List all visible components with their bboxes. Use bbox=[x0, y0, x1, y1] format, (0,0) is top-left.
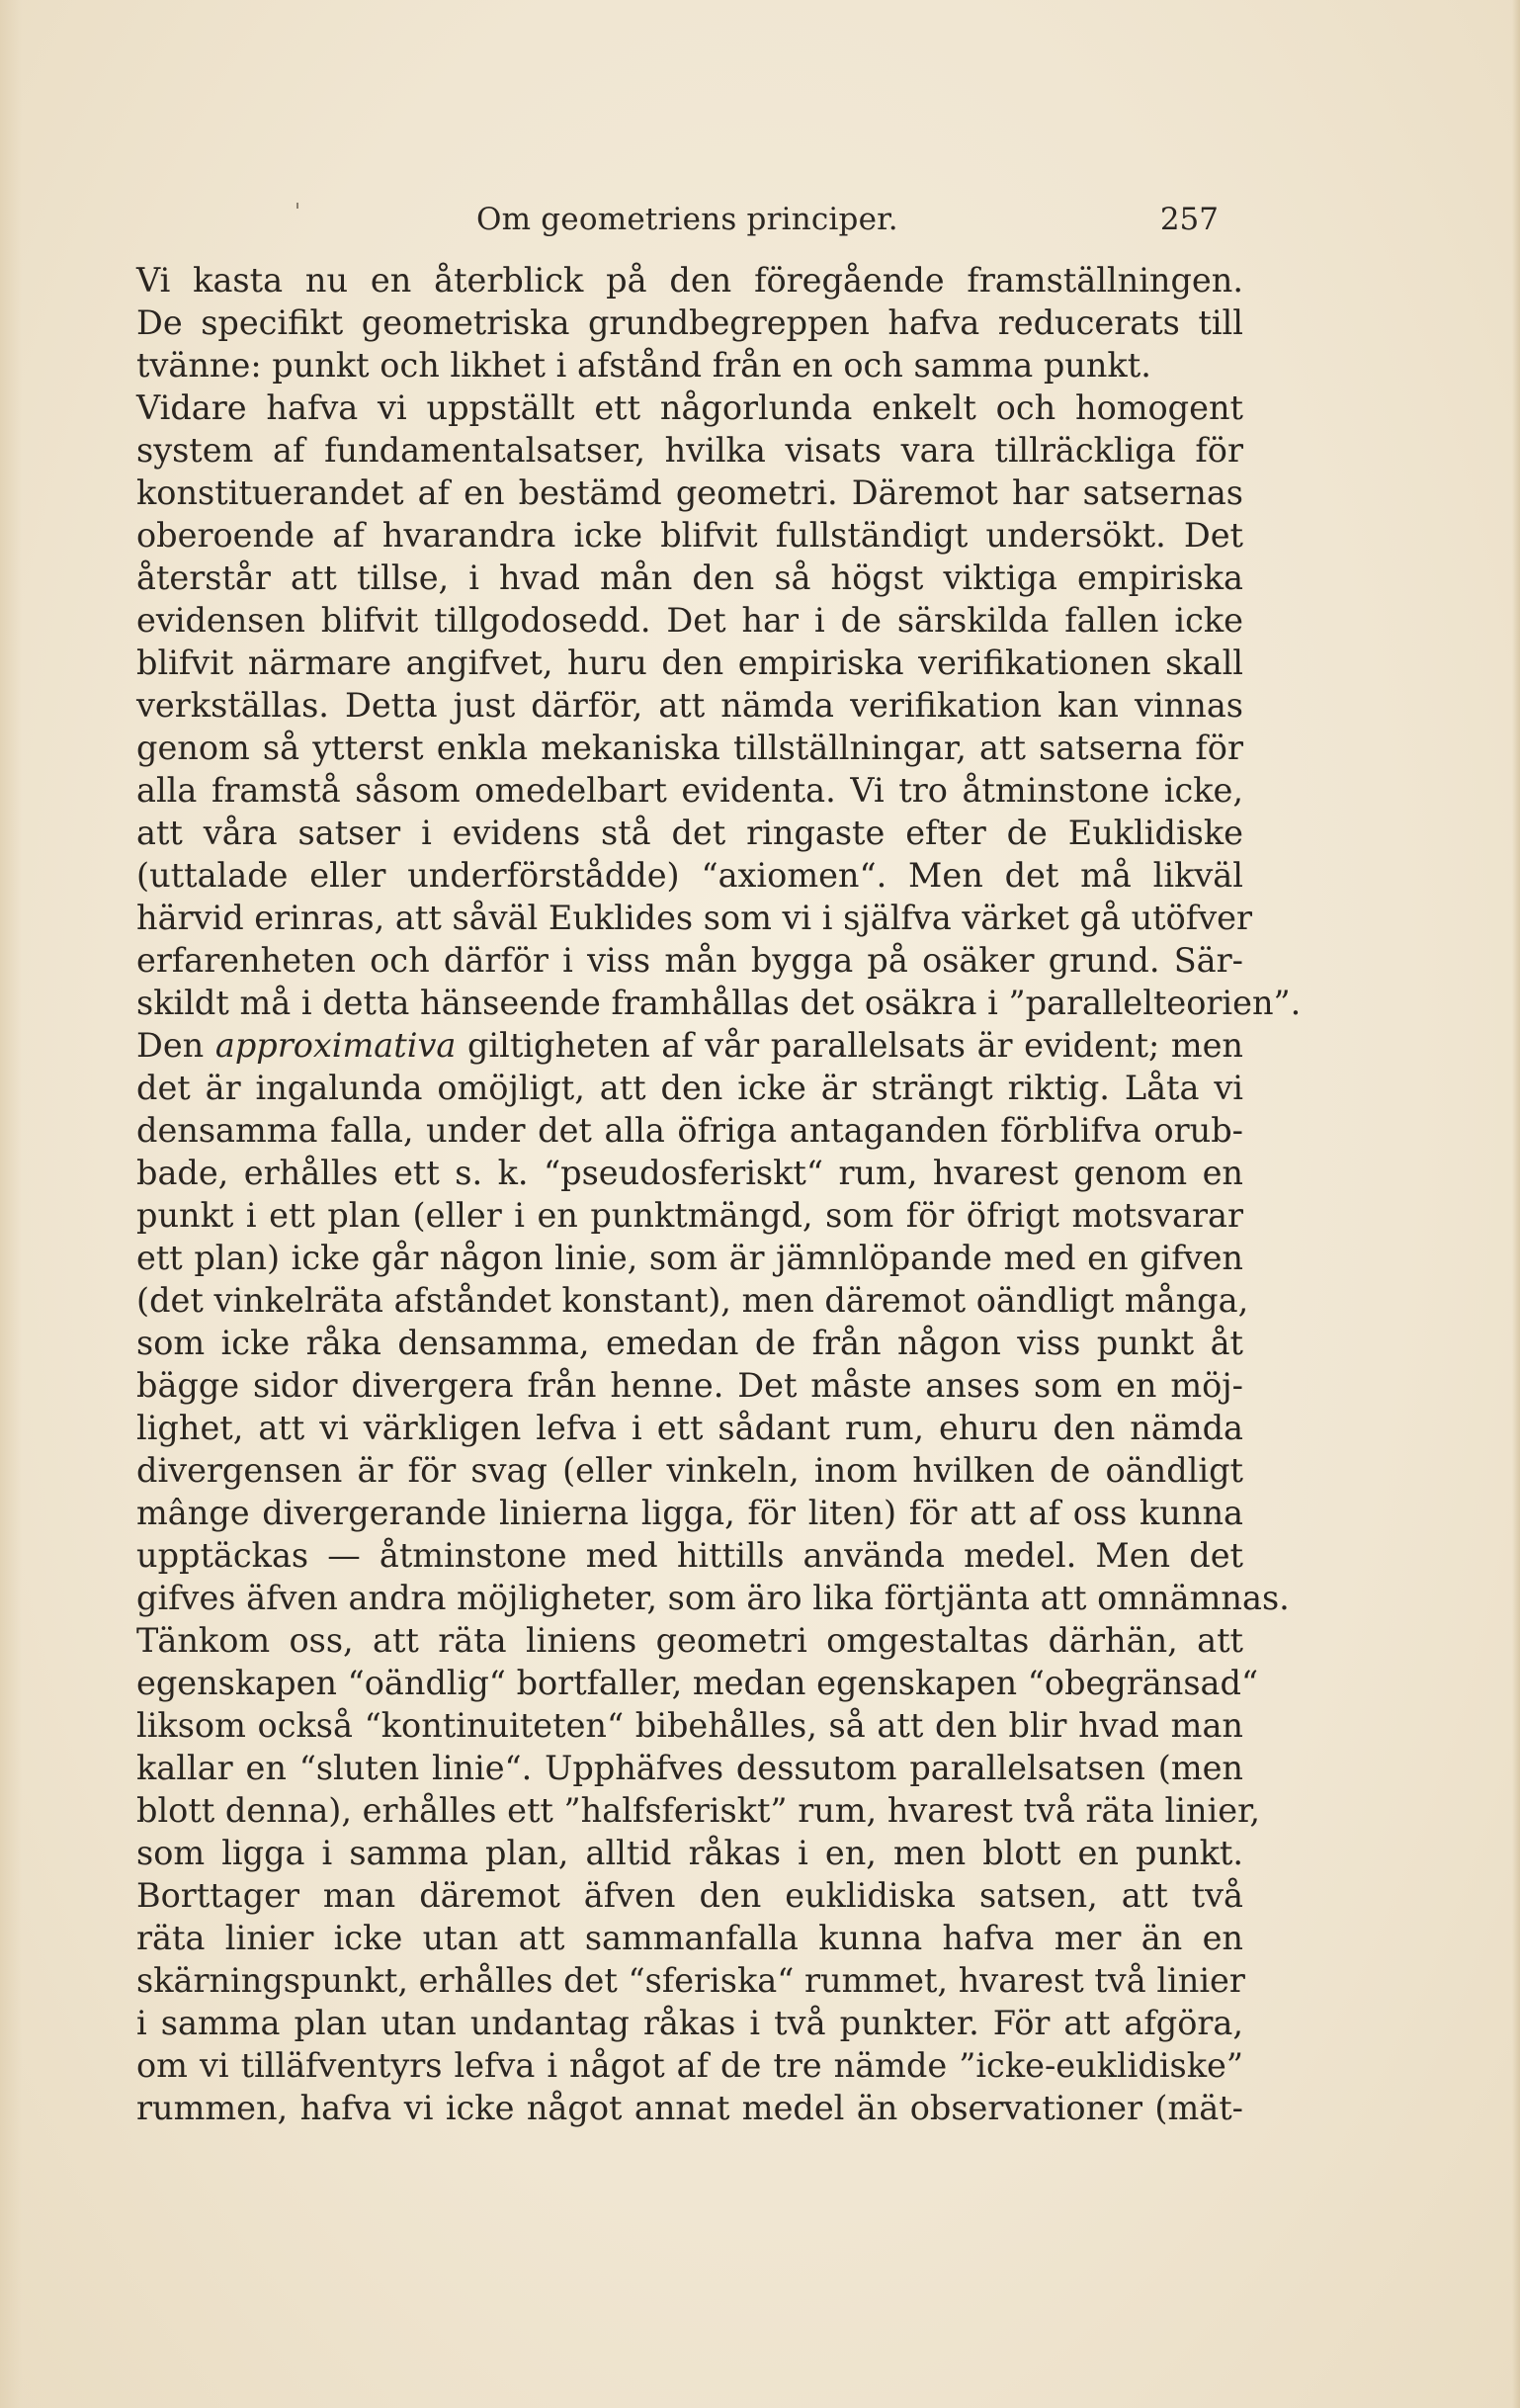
text-line: blifvit närmare angifvet, huru den empiriska verifikationen skall bbox=[136, 644, 1243, 682]
text-line: om vi tilläfventyrs lefva i något af de tre nämde ”icke-euklidiske” bbox=[136, 2046, 1243, 2085]
text-line: kallar en “sluten linie“. Upphäfves dessutom parallelsatsen (men bbox=[136, 1749, 1243, 1787]
text-line: i samma plan utan undantag råkas i två punkter. För att afgöra, bbox=[136, 2004, 1243, 2042]
text-line: egenskapen “oändlig“ bortfaller, medan egenskapen “obegränsad“ bbox=[136, 1664, 1259, 1702]
text-line: skärningspunkt, erhålles det “sferiska“ rummet, hvarest två linier bbox=[136, 1961, 1245, 2000]
text-line: verkställas. Detta just därför, att nämda verifikation kan vinnas bbox=[136, 686, 1243, 725]
text-line: Borttager man däremot äfven den euklidiska satsen, att två bbox=[136, 1876, 1243, 1915]
text-line: system af fundamentalsatser, hvilka visats vara tillräckliga för bbox=[136, 431, 1243, 470]
text-line: Vi kasta nu en återblick på den föregående framställningen. bbox=[136, 261, 1243, 300]
page-number: 257 bbox=[1159, 202, 1219, 237]
text-line: räta linier icke utan att sammanfalla kunna hafva mer än en bbox=[136, 1919, 1243, 1957]
text-line-emphasis bbox=[136, 1024, 1243, 1067]
emphasized-word: approximativa bbox=[214, 1026, 457, 1065]
text-line: som icke råka densamma, emedan de från någon viss punkt åt bbox=[136, 1324, 1243, 1362]
text-fragment: giltigheten af vår parallelsats är evident; men bbox=[456, 1026, 1243, 1065]
text-line: det är ingalunda omöjligt, att den icke är strängt riktig. Låta vi bbox=[136, 1069, 1243, 1107]
text-line: (det vinkelräta afståndet konstant), men däremot oändligt många, bbox=[136, 1281, 1249, 1320]
text-line: De specifikt geometriska grundbegreppen hafva reducerats till bbox=[136, 303, 1243, 342]
running-title: Om geometriens principer. bbox=[476, 202, 898, 237]
text-line: upptäckas — åtminstone med hittills använda medel. Men det bbox=[136, 1536, 1243, 1575]
text-line: gifves äfven andra möjligheter, som äro lika förtjänta att omnämnas. bbox=[136, 1579, 1290, 1617]
text-line: att våra satser i evidens stå det ringaste efter de Euklidiske bbox=[136, 814, 1243, 852]
print-mark bbox=[296, 203, 298, 209]
text-line: bade, erhålles ett s. k. “pseudosferiskt“ rum, hvarest genom en bbox=[136, 1154, 1243, 1192]
text-line: punkt i ett plan (eller i en punktmängd, som för öfrigt motsvarar bbox=[136, 1196, 1243, 1235]
text-line: ett plan) icke går någon linie, som är jämnlöpande med en gifven bbox=[136, 1239, 1243, 1277]
text-line: divergensen är för svag (eller vinkeln, inom hvilken de oändligt bbox=[136, 1451, 1243, 1490]
text-line: liksom också “kontinuiteten“ bibehålles, så att den blir hvad man bbox=[136, 1706, 1243, 1745]
text-line: blott denna), erhålles ett ”halfsferiskt” rum, hvarest två räta linier, bbox=[136, 1791, 1261, 1830]
text-line: återstår att tillse, i hvad mån den så högst viktiga empiriska bbox=[136, 559, 1243, 597]
text-line: lighet, att vi värkligen lefva i ett sådant rum, ehuru den nämda bbox=[136, 1409, 1243, 1447]
text-line: rummen, hafva vi icke något annat medel än observationer (mät- bbox=[136, 2089, 1243, 2127]
page-header bbox=[476, 198, 1219, 249]
text-line: oberoende af hvarandra icke blifvit fullständigt undersökt. Det bbox=[136, 516, 1243, 555]
text-line: genom så ytterst enkla mekaniska tillställningar, att satserna för bbox=[136, 729, 1243, 767]
text-line: densamma falla, under det alla öfriga antaganden förblifva orub- bbox=[136, 1111, 1243, 1150]
text-line: som ligga i samma plan, alltid råkas i en, men blott en punkt. bbox=[136, 1834, 1243, 1872]
text-line: Vidare hafva vi uppställt ett någorlunda enkelt och homogent bbox=[136, 388, 1243, 427]
text-line: skildt må i detta hänseende framhållas det osäkra i ”parallelteorien”. bbox=[136, 984, 1302, 1022]
text-line: konstituerandet af en bestämd geometri. Däremot har satsernas bbox=[136, 473, 1243, 512]
text-line: Tänkom oss, att räta liniens geometri omgestaltas därhän, att bbox=[136, 1621, 1243, 1660]
text-line: erfarenheten och därför i viss mån bygga på osäker grund. Sär- bbox=[136, 941, 1243, 980]
text-line: (uttalade eller underförstådde) “axiomen“. Men det må likväl bbox=[136, 856, 1243, 895]
text-line: bägge sidor divergera från henne. Det måste anses som en möj- bbox=[136, 1366, 1243, 1405]
text-line: evidensen blifvit tillgodosedd. Det har i de särskilda fallen icke bbox=[136, 601, 1243, 640]
text-fragment: Den bbox=[136, 1026, 215, 1065]
text-line: tvänne: punkt och likhet i afstånd från en och samma punkt. bbox=[136, 346, 1151, 385]
text-line: mânge divergerande linierna ligga, för liten) för att af oss kunna bbox=[136, 1494, 1243, 1532]
text-line: alla framstå såsom omedelbart evidenta. Vi tro åtminstone icke, bbox=[136, 771, 1243, 810]
body-text bbox=[136, 259, 1302, 2129]
text-line: härvid erinras, att såväl Euklides som vi i själfva värket gå utöfver bbox=[136, 899, 1252, 937]
